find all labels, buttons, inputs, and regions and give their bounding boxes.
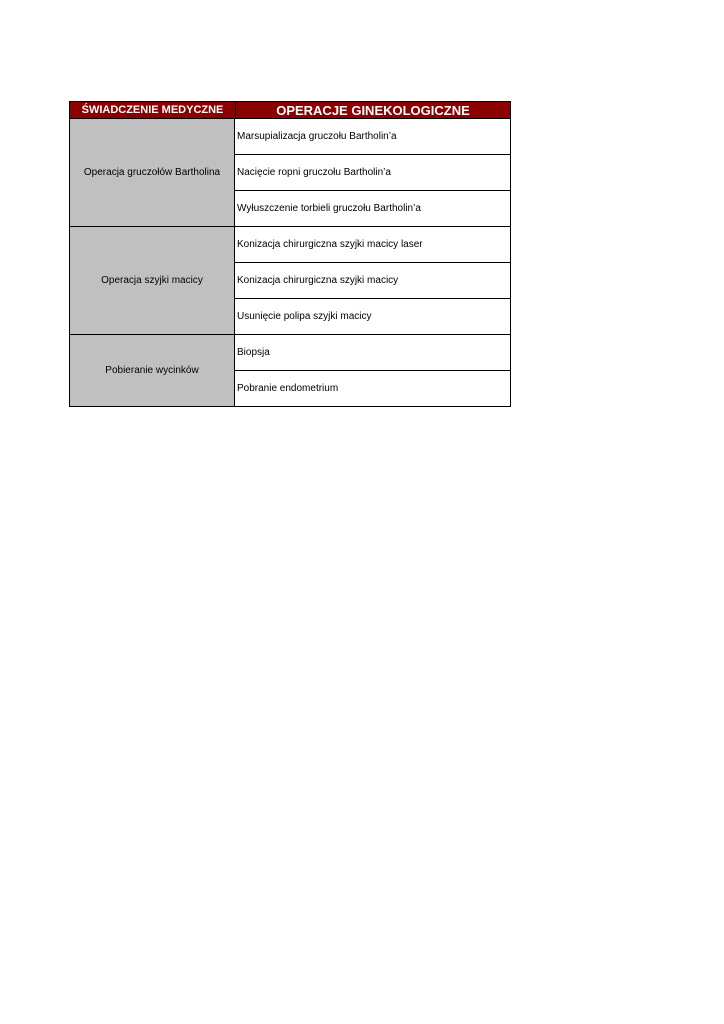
group-biopsy <box>70 335 510 406</box>
group-label: Operacja gruczołów Bartholina <box>70 119 235 226</box>
table-header <box>70 102 510 119</box>
group-label: Pobieranie wycinków <box>70 335 235 406</box>
procedure-item: Usunięcie polipa szyjki macicy <box>237 311 372 322</box>
group-items <box>235 227 510 334</box>
procedure-item: Marsupializacja gruczołu Bartholin’a <box>235 119 510 155</box>
procedures-table <box>69 101 511 407</box>
group-items <box>235 119 510 226</box>
procedure-item: Konizacja chirurgiczna szyjki macicy <box>235 263 510 299</box>
header-gynecological-operations: OPERACJE GINEKOLOGICZNE <box>276 102 470 118</box>
procedure-item: Biopsja <box>235 335 510 371</box>
group-items <box>235 335 510 406</box>
procedure-item: Konizacja chirurgiczna szyjki macicy laser <box>235 227 510 263</box>
procedure-item: Wyłuszczenie torbieli gruczołu Bartholin’a <box>237 203 421 214</box>
group-bartholin <box>70 119 510 227</box>
procedure-item: Nacięcie ropni gruczołu Bartholin’a <box>235 155 510 191</box>
header-medical-service: ŚWIADCZENIE MEDYCZNE <box>70 102 236 118</box>
group-label: Operacja szyjki macicy <box>70 227 235 334</box>
group-cervix <box>70 227 510 335</box>
procedure-item: Pobranie endometrium <box>237 383 339 394</box>
